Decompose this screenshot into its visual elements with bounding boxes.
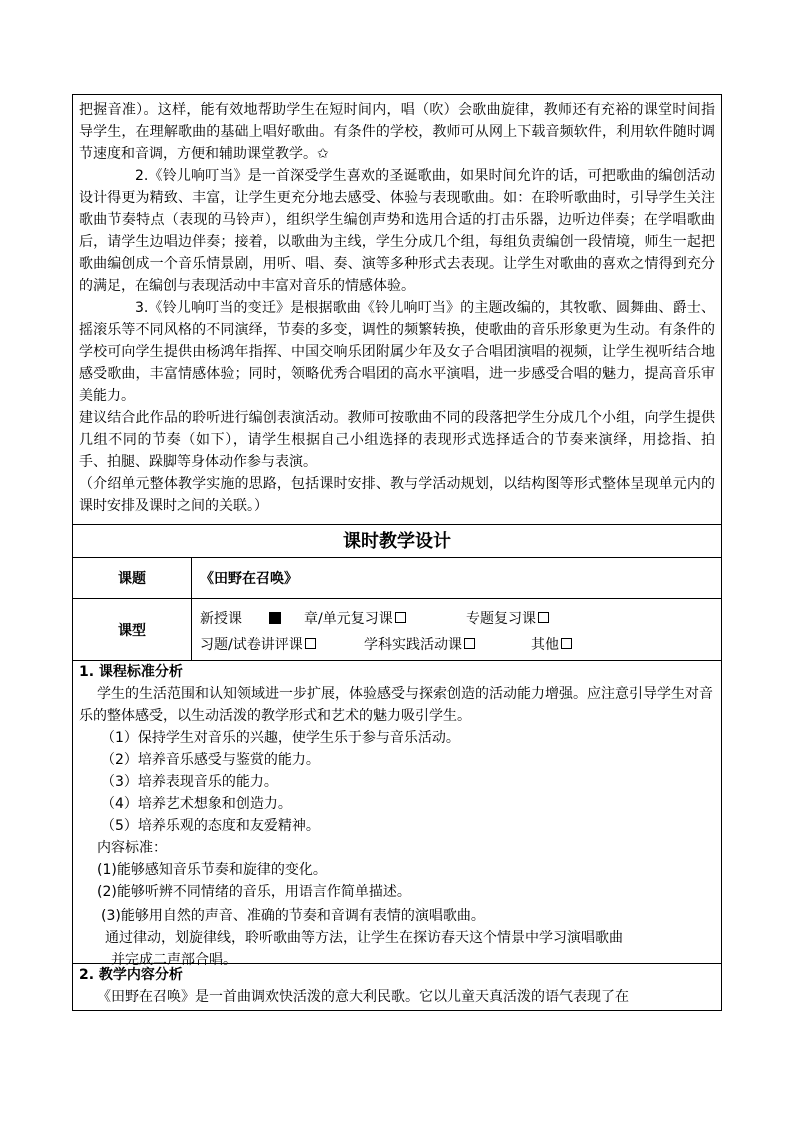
curriculum-analysis-heading: 1. 课程标准分析 <box>79 664 183 680</box>
option-new-lesson-label: 新授课 <box>200 611 242 627</box>
goal-item: （5）培养乐观的态度和友爱精神。 <box>101 818 320 834</box>
lesson-type-label: 课型 <box>73 599 192 660</box>
option-exercise-review[interactable] <box>200 633 316 657</box>
standard-item: (3)能够用自然的声音、准确的节奏和音调有表情的演唱歌曲。 <box>101 908 485 924</box>
unit-implementation-section <box>73 95 721 525</box>
option-practice-label: 学科实践活动课 <box>364 637 462 653</box>
standard-item: (2)能够听辨不同情绪的音乐，用语言作简单描述。 <box>97 884 411 900</box>
paragraph-jingle-bells-variations: 3.《铃儿响叮当的变迁》是根据歌曲《铃儿响叮当》的主题改编的，其牧歌、圆舞曲、爵士、摇滚乐等不同风格的不同演绎，节奏的多变，调性的频繁转换，使歌曲的音乐形象更为生动。有条件的学校可向学生提供由杨鸿年指挥、中国交响乐团附属少年及女子合唱团演唱的视频，让学生视听结合地感受歌曲，丰富情感体验；同时，领略优秀合唱团的高水平演唱，进一步感受合唱的魅力，提高音乐审美能力。 <box>79 300 715 404</box>
checkbox-icon[interactable] <box>464 638 475 649</box>
lesson-design-title: 课时教学设计 <box>73 525 721 558</box>
checkbox-icon[interactable] <box>561 638 572 649</box>
lesson-plan-table <box>72 94 722 1011</box>
checkbox-icon[interactable] <box>305 638 316 649</box>
lesson-type-options <box>192 599 721 660</box>
topic-label: 课题 <box>73 558 192 598</box>
goal-item: （3）培养表现音乐的能力。 <box>101 774 278 790</box>
option-chapter-review-label: 章/单元复习课 <box>304 611 393 627</box>
paragraph-jingle-bells-creation: 2.《铃儿响叮当》是一首深受学生喜欢的圣诞歌曲，如果时间允许的话，可把歌曲的编创活动设计得更为精致、丰富，让学生更充分地去感受、体验与表现歌曲。如：在聆听歌曲时，引导学生关注歌曲节奏特点（表现的马铃声），组织学生编创声势和选用合适的打击乐器，边听边伴奏；在学唱歌曲后，请学生边唱边伴奏；接着，以歌曲为主线，学生分成几个组，每组负责编创一段情境，师生一起把歌曲编创成一个音乐情景剧，用听、唱、奏、演等多种形式去表现。让学生对歌曲的喜欢之情得到充分的满足，在编创与表现活动中丰富对音乐的情感体验。 <box>79 168 715 294</box>
goal-item: （1）保持学生对音乐的兴趣，使学生乐于参与音乐活动。 <box>101 730 460 746</box>
option-practice[interactable] <box>364 633 475 657</box>
content-analysis-heading: 2. 教学内容分析 <box>79 967 183 983</box>
curriculum-intro: 学生的生活范围和认知领域进一步扩展，体验感受与探索创造的活动能力增强。应注意引导学生对音乐的整体感受，以生动活泼的教学形式和艺术的魅力吸引学生。 <box>79 686 713 724</box>
lesson-type-row <box>73 599 721 661</box>
option-other[interactable] <box>531 633 572 657</box>
option-exercise-review-label: 习题/试卷讲评课 <box>200 637 303 653</box>
method-line: 通过律动，划旋律线，聆听歌曲等方法，让学生在探访春天这个情景中学习演唱歌曲 <box>105 930 623 946</box>
content-standard-label: 内容标准： <box>97 840 167 856</box>
goal-item: （4）培养艺术想象和创造力。 <box>101 796 292 812</box>
topic-value: 《田野在召唤》 <box>200 571 298 587</box>
curriculum-analysis-section <box>73 661 721 968</box>
method-line: 并完成二声部合唱。 <box>111 952 237 968</box>
paragraph-unit-note: （介绍单元整体教学实施的思路，包括课时安排、教与学活动规划，以结构图等形式整体呈现单元内的课时安排及课时之间的关联。） <box>79 476 715 514</box>
paragraph-suggestion: 建议结合此作品的聆听进行编创表演活动。教师可按歌曲不同的段落把学生分成几个小组，向学生提供几组不同的节奏（如下），请学生根据自己小组选择的表现形式选择适合的节奏来演绎，用捻指、拍手、拍腿、跺脚等身体动作参与表演。 <box>79 410 715 470</box>
option-new-lesson[interactable] <box>200 607 281 631</box>
standard-item: (1)能够感知音乐节奏和旋律的变化。 <box>97 862 327 878</box>
checkbox-icon[interactable] <box>538 612 549 623</box>
checkbox-checked-icon[interactable] <box>269 612 281 624</box>
goal-item: （2）培养音乐感受与鉴赏的能力。 <box>101 752 320 768</box>
option-other-label: 其他 <box>531 637 559 653</box>
option-topic-review[interactable] <box>466 607 549 631</box>
option-topic-review-label: 专题复习课 <box>466 611 536 627</box>
content-analysis-section <box>73 964 721 1010</box>
paragraph-continued: 把握音准）。这样，能有效地帮助学生在短时间内，唱（吹）会歌曲旋律，教师还有充裕的课堂时间指导学生，在理解歌曲的基础上唱好歌曲。有条件的学校，教师可从网上下载音频软件，利用软件随时调节速度和音调，方便和辅助课堂教学。✩ <box>79 102 715 162</box>
option-chapter-review[interactable] <box>304 607 406 631</box>
content-analysis-text: 《田野在召唤》是一首曲调欢快活泼的意大利民歌。它以儿童天真活泼的语气表现了在 <box>97 989 629 1005</box>
checkbox-icon[interactable] <box>395 612 406 623</box>
topic-row <box>73 558 721 599</box>
